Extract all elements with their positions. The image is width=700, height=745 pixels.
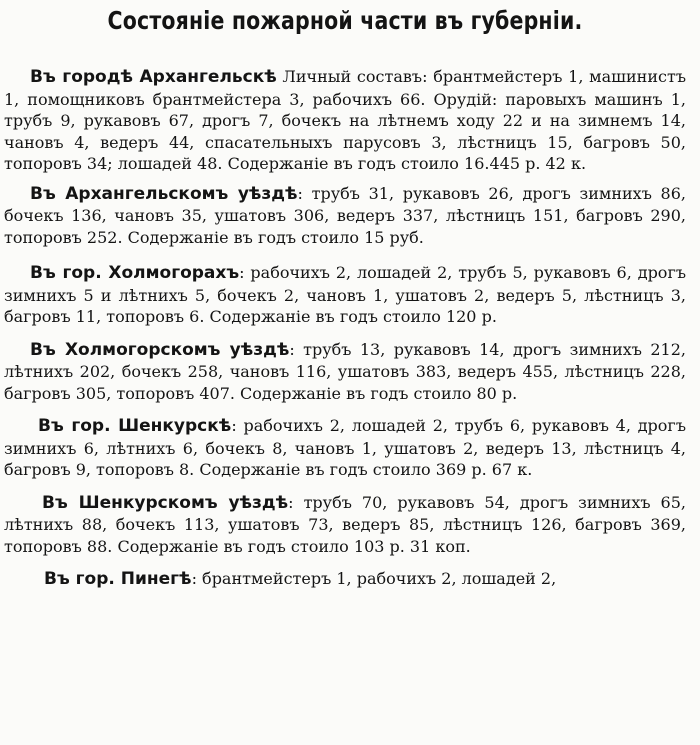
section-shenkursk-city [4,415,686,481]
section-heading: Въ Холмогорскомъ уѣздѣ [30,339,290,360]
section-heading: Въ гор. Шенкурскѣ [38,416,232,436]
section-text: : рабочихъ 2, лошадей 2, трубъ 6, рукавовъ 4, дрогъ зимнихъ 6, лѣтнихъ 6, бочекъ 8, чановъ 1, ушатовъ 2, ведеръ 13, лѣстницъ 4, багровъ 9, топоровъ 8. Содержаніе въ годъ стоило 369 р. 67 к. [4,416,686,479]
section-text: : трубъ 31, рукавовъ 26, дрогъ зимнихъ 86, бочекъ 136, чановъ 35, ушатовъ 306, ведеръ 337, лѣстницъ 151, багровъ 290, топоровъ 252. Содержаніе въ годъ стоило 15 руб. [4,183,686,247]
section-kholmogory-district [4,339,686,405]
section-text: : рабочихъ 2, лошадей 2, трубъ 5, рукавовъ 6, дрогъ зимнихъ 5 и лѣтнихъ 5, бочекъ 2, чановъ 1, ушатовъ 2, ведеръ 5, лѣстницъ 3, багровъ 11, топоровъ 6. Содержаніе въ годъ стоило 120 р. [4,263,686,326]
page-title: Состояніе пожарной части въ губерніи. [107,6,583,35]
section-shenkursk-district [4,492,686,558]
section-text: Личный составъ: брантмейстеръ 1, машинистъ 1, помощниковъ брантмейстера 3, рабочихъ 66. Орудій: паровыхъ машинъ 1, трубъ 9, рукавовъ 67, дрогъ 7, бочекъ на лѣтнемъ ходу 22 и на зимнемъ 14, чановъ 4, ведеръ 44, спасательныхъ парусовъ 3, лѣстницъ 15, багровъ 50, топоровъ 34; лошадей 48. Содержаніе въ годъ стоило 16.445 р. 42 к. [4,67,686,173]
section-text: : трубъ 70, рукавовъ 54, дрогъ зимнихъ 65, лѣтнихъ 88, бочекъ 113, ушатовъ 73, ведеръ 85, лѣстницъ 126, багровъ 369, топоровъ 88. Содержаніе въ годъ стоило 103 р. 31 коп. [4,492,687,556]
section-text: : трубъ 13, рукавовъ 14, дрогъ зимнихъ 212, лѣтнихъ 202, бочекъ 258, чановъ 116, ушатовъ 383, ведеръ 455, лѣстницъ 228, багровъ 305, топоровъ 407. Содержаніе въ годъ стоило 80 р. [4,339,686,403]
section-heading: Въ Шенкурскомъ уѣздѣ [42,492,289,513]
section-heading: Въ гор. Холмогорахъ [30,263,240,283]
section-heading: Въ гор. Пинегѣ [44,569,192,589]
section-arkhangelsk-district [4,183,686,249]
section-text: : брантмейстеръ 1, рабочихъ 2, лошадей 2, [191,569,557,588]
section-arkhangelsk-city [4,66,686,175]
section-kholmogory-city [4,262,686,328]
section-heading: Въ Архангельскомъ уѣздѣ [30,183,298,204]
section-pinega-city [4,568,686,591]
section-heading: Въ городѣ Архангельскѣ [30,67,277,87]
